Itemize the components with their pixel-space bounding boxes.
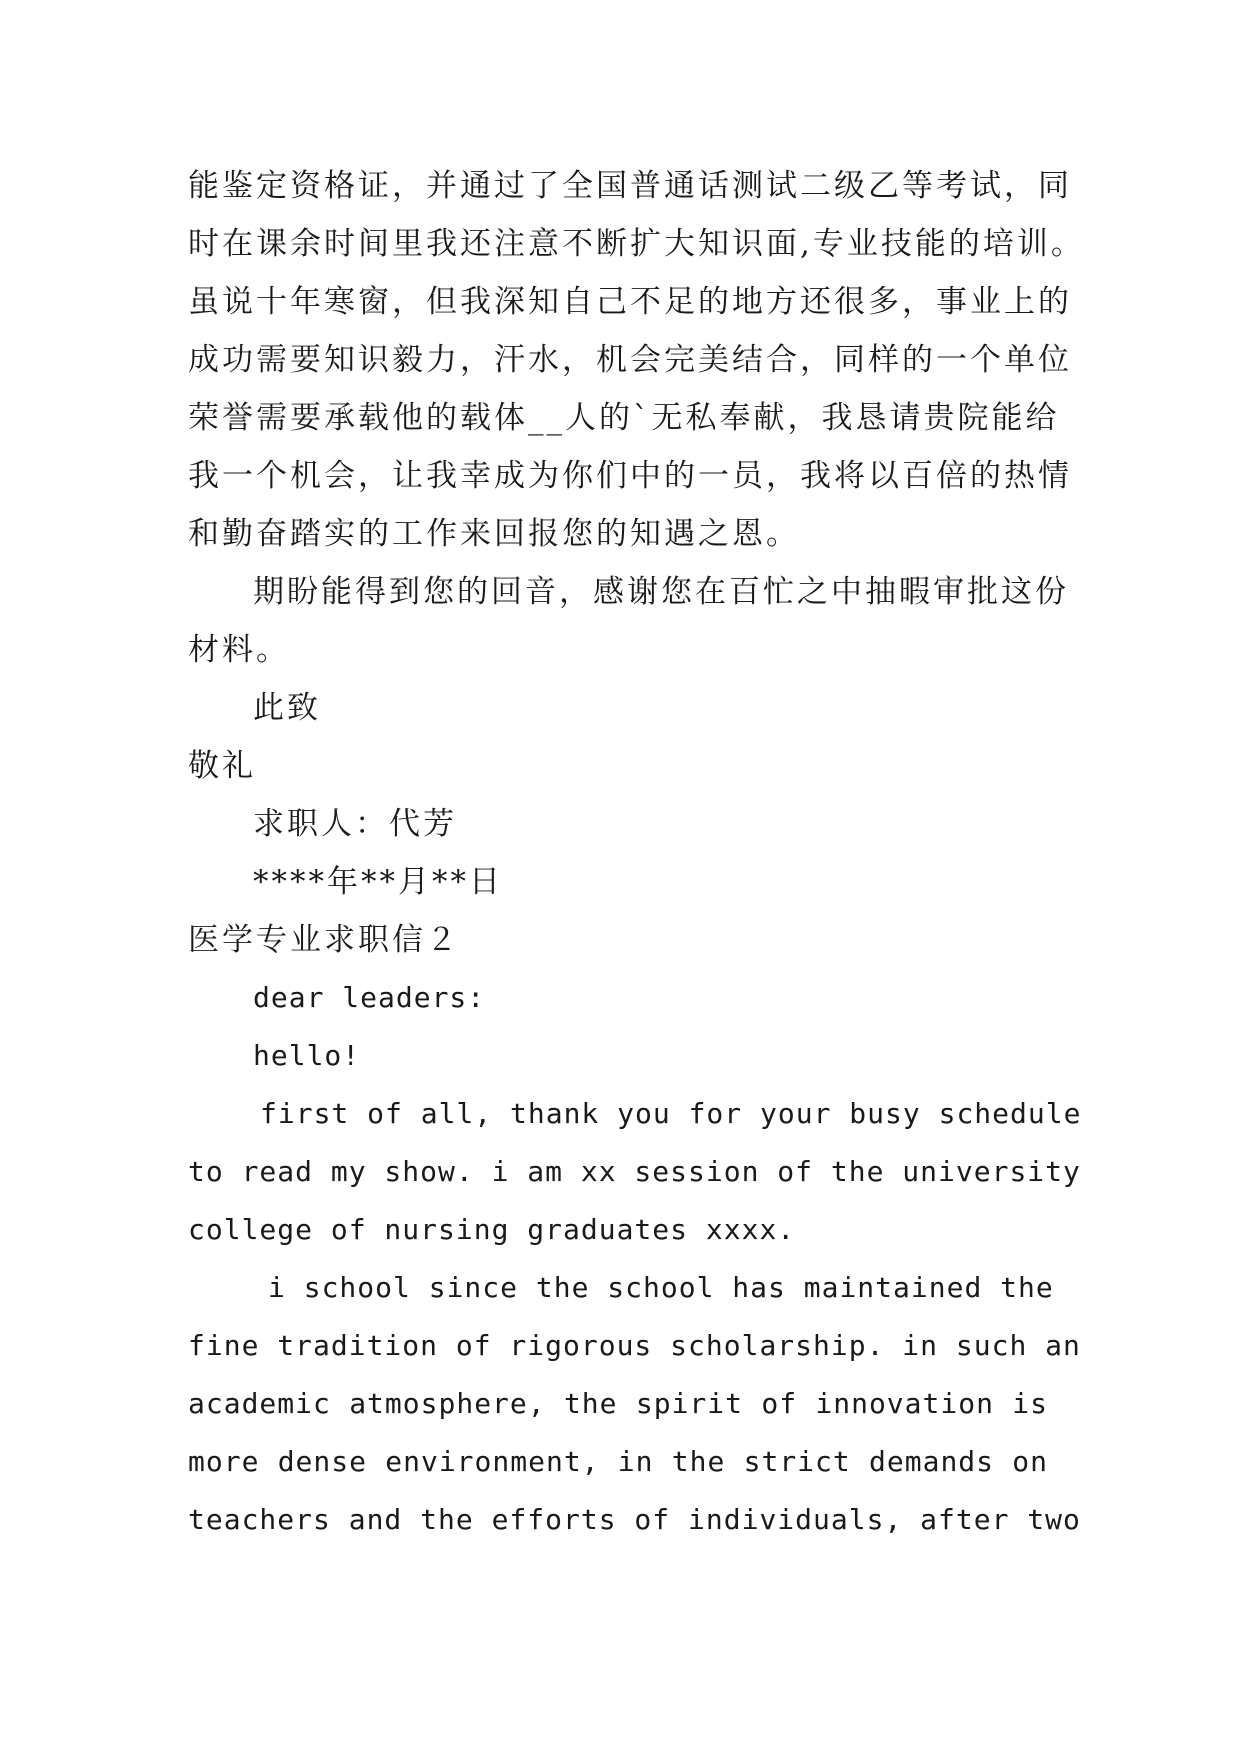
paragraph-line: to read my show. i am xx session of the university	[188, 1155, 1081, 1188]
letter-date: ****年**月**日	[253, 864, 503, 900]
paragraph-line: academic atmosphere, the spirit of innovation is	[188, 1387, 1048, 1420]
paragraph-line: teachers and the efforts of individuals, after two	[188, 1503, 1081, 1536]
paragraph-line: 我一个机会，让我幸成为你们中的一员，我将以百倍的热情	[188, 458, 1072, 494]
closing-salutation: 此致	[253, 690, 321, 726]
paragraph-line: 虽说十年寒窗，但我深知自己不足的地方还很多，事业上的	[188, 284, 1072, 320]
paragraph-line: 期盼能得到您的回音，感谢您在百忙之中抽暇审批这份	[253, 574, 1069, 610]
paragraph-line: i school since the school has maintained the	[268, 1271, 1054, 1304]
paragraph-line: 荣誉需要承载他的载体__人的`无私奉献，我恳请贵院能给	[188, 400, 1060, 436]
paragraph-line: college of nursing graduates xxxx.	[188, 1213, 796, 1246]
closing-regards: 敬礼	[188, 748, 256, 784]
paragraph-line: 和勤奋踏实的工作来回报您的知遇之恩。	[188, 516, 800, 552]
section-heading: 医学专业求职信２	[188, 922, 460, 958]
paragraph-line: 成功需要知识毅力，汗水，机会完美结合，同样的一个单位	[188, 342, 1072, 378]
greeting-line: dear leaders:	[253, 981, 486, 1014]
paragraph-line: first of all, thank you for your busy schedule	[260, 1097, 1082, 1130]
greeting-line: hello!	[253, 1039, 361, 1072]
paragraph-line: 时在课余时间里我还注意不断扩大知识面,专业技能的培训。	[188, 226, 1085, 262]
paragraph-line: 材料。	[188, 632, 290, 668]
paragraph-line: 能鉴定资格证，并通过了全国普通话测试二级乙等考试，同	[188, 168, 1072, 204]
paragraph-line: fine tradition of rigorous scholarship. in such an	[188, 1329, 1081, 1362]
applicant-signature: 求职人：代芳	[253, 806, 457, 842]
paragraph-line: more dense environment, in the strict demands on	[188, 1445, 1048, 1478]
